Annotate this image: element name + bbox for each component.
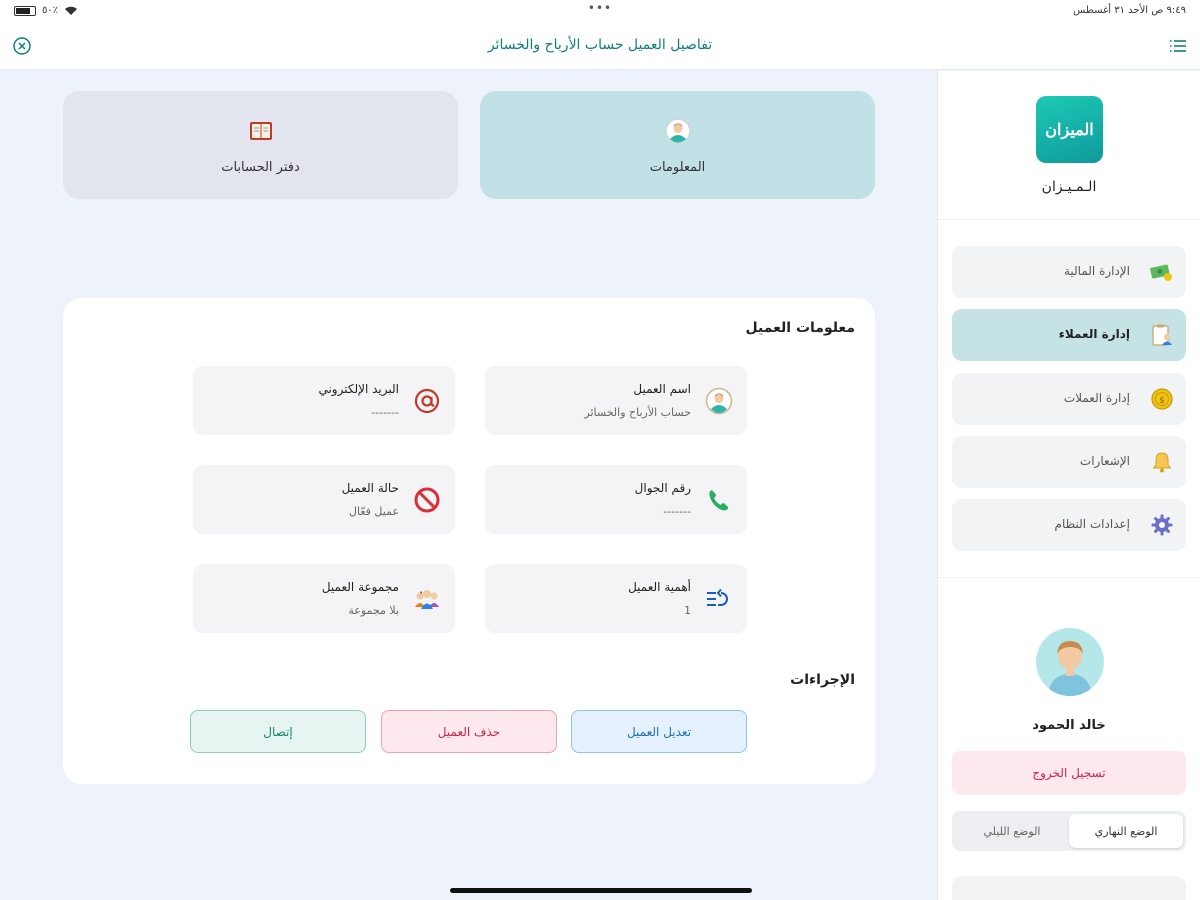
sidebar-bottom-card <box>952 876 1186 900</box>
field-importance <box>485 564 747 633</box>
title-bar <box>0 22 1200 70</box>
field-email-value: ------- <box>371 406 399 419</box>
divider <box>938 577 1200 578</box>
coin-icon <box>1150 387 1174 411</box>
delete-client-button[interactable]: حذف العميل <box>381 710 557 753</box>
sidebar-item-notifications-label: الإشعارات <box>1079 454 1130 468</box>
field-group-label: مجموعة العميل <box>321 580 399 594</box>
call-button[interactable]: إتصال <box>190 710 366 753</box>
field-importance-label: أهمية العميل <box>628 580 691 594</box>
sidebar-item-settings-label: إعدادات النظام <box>1054 517 1130 531</box>
day-mode-option[interactable]: الوضع النهاري <box>1069 814 1183 848</box>
sidebar-item-notifications[interactable] <box>952 436 1186 488</box>
field-email <box>193 366 455 435</box>
actions-title: الإجراءات <box>790 672 855 688</box>
wifi-icon <box>64 6 78 16</box>
app-logo-text: الميزان <box>1045 120 1094 139</box>
menu-icon[interactable] <box>1168 37 1188 55</box>
tab-ledger-label: دفتر الحسابات <box>221 160 300 175</box>
clients-icon <box>1150 323 1174 347</box>
user-name: خالد الحمود <box>1032 718 1106 733</box>
sidebar <box>937 71 1200 900</box>
theme-toggle <box>952 811 1186 851</box>
field-status-label: حالة العميل <box>341 481 399 495</box>
field-client-name-label: اسم العميل <box>633 382 691 396</box>
status-left <box>14 5 78 16</box>
field-importance-value: 1 <box>684 604 691 617</box>
home-indicator[interactable] <box>450 888 752 893</box>
tab-ledger[interactable] <box>63 91 458 199</box>
svg-text:$: $ <box>1159 396 1165 406</box>
book-icon <box>248 118 274 144</box>
avatar-image <box>1036 628 1104 696</box>
client-info-title: معلومات العميل <box>745 320 855 336</box>
field-group <box>193 564 455 633</box>
field-phone-label: رقم الجوال <box>634 481 691 495</box>
priority-icon <box>705 585 733 613</box>
field-client-name <box>485 366 747 435</box>
logout-button[interactable]: تسجيل الخروج <box>952 751 1186 795</box>
field-phone-value: ------- <box>663 505 691 518</box>
gear-icon <box>1150 513 1174 537</box>
avatar <box>1036 628 1104 696</box>
money-icon <box>1150 260 1174 284</box>
bell-icon <box>1150 450 1174 474</box>
block-icon <box>413 486 441 514</box>
field-phone <box>485 465 747 534</box>
app-name: الـمـيـزان <box>1041 179 1097 195</box>
user-icon <box>665 118 691 144</box>
tab-info[interactable] <box>480 91 875 199</box>
group-icon <box>413 585 441 613</box>
at-icon <box>413 387 441 415</box>
user-icon <box>705 387 733 415</box>
sidebar-item-currencies-label: إدارة العملات <box>1063 391 1130 405</box>
page-title: تفاصيل العميل حساب الأرباح والخسائر <box>487 37 713 53</box>
night-mode-option[interactable]: الوضع الليلي <box>983 824 1041 838</box>
multitask-dots-icon[interactable]: ••• <box>587 1 613 15</box>
field-status-value: عميل فعّال <box>349 505 399 518</box>
status-time-date: ٩:٤٩ ص الأحد ٣١ أغسطس <box>1073 5 1186 16</box>
field-client-name-value: حساب الأرباح والخسائر <box>584 406 691 419</box>
battery-percent: ٥٠٪ <box>42 5 59 16</box>
sidebar-item-settings[interactable] <box>952 499 1186 551</box>
sidebar-item-clients[interactable] <box>952 309 1186 361</box>
tab-info-label: المعلومات <box>649 160 706 175</box>
sidebar-item-clients-label: إدارة العملاء <box>1058 327 1130 341</box>
field-status <box>193 465 455 534</box>
sidebar-item-finance-label: الإدارة المالية <box>1063 264 1130 278</box>
main-content <box>0 71 937 900</box>
divider <box>938 219 1200 220</box>
client-info-panel <box>63 298 875 784</box>
battery-icon <box>14 6 36 16</box>
phone-icon <box>705 486 733 514</box>
status-bar <box>0 0 1200 22</box>
edit-client-button[interactable]: تعديل العميل <box>571 710 747 753</box>
app-logo <box>1036 96 1103 163</box>
sidebar-item-finance[interactable] <box>952 246 1186 298</box>
field-email-label: البريد الإلكتروني <box>318 382 399 396</box>
sidebar-item-currencies[interactable] <box>952 373 1186 425</box>
field-group-value: بلا مجموعة <box>348 604 399 617</box>
